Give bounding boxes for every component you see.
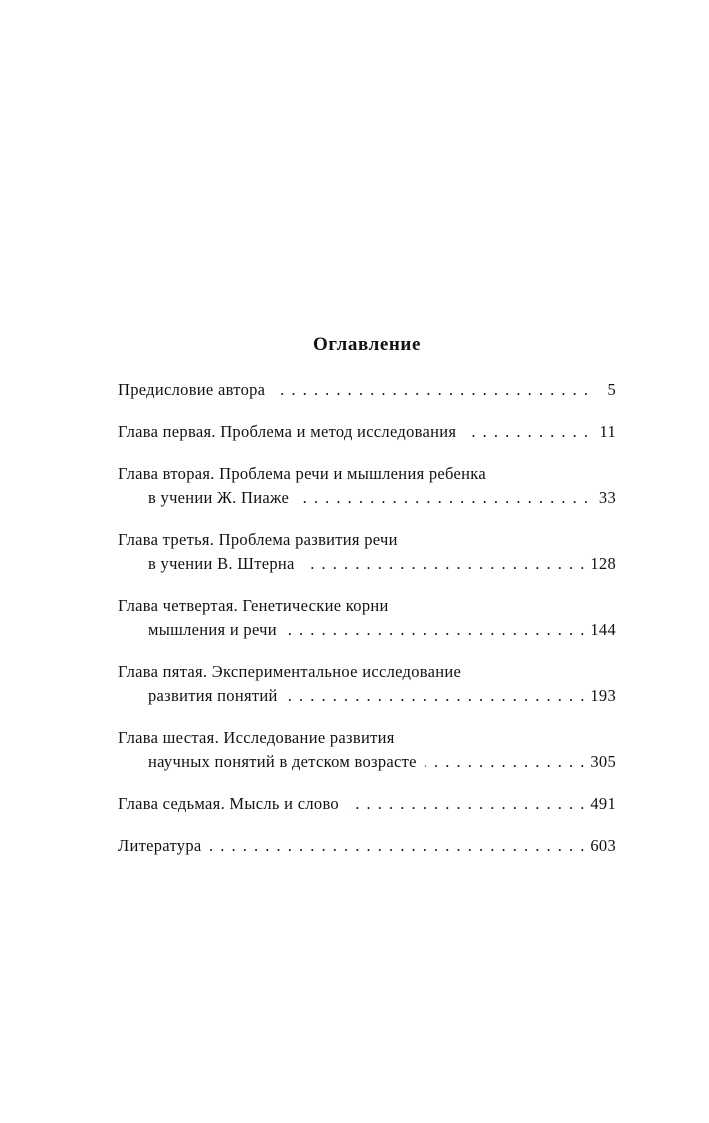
toc-page-number: 5 <box>607 380 616 399</box>
toc-entry-title: Глава четвертая. Генетические корни <box>118 596 389 615</box>
dot-leader <box>210 834 585 858</box>
dot-leader <box>285 618 584 642</box>
toc-entry-title-continued: мышления и речи <box>148 620 277 639</box>
toc-page-number: 11 <box>599 422 616 441</box>
toc-entry-line <box>118 462 616 486</box>
toc-page-number: 144 <box>590 620 616 639</box>
toc-entry-title: Глава первая. Проблема и метод исследования <box>118 422 457 441</box>
toc-entry-chapter-6 <box>118 726 616 774</box>
toc-entry-title: Глава третья. Проблема развития речи <box>118 530 398 549</box>
toc-entry-line-continued <box>118 750 616 774</box>
toc-entry-line-continued <box>118 486 616 510</box>
toc-page-number: 603 <box>590 836 616 855</box>
toc-entry-title-continued: в учении Ж. Пиаже <box>148 488 290 507</box>
toc-entry-line <box>118 378 616 402</box>
toc-entry-title: Глава седьмая. Мысль и слово <box>118 794 339 813</box>
toc-entry-chapter-4 <box>118 594 616 642</box>
dot-leader <box>347 792 584 816</box>
toc-entry-title: Предисловие автора <box>118 380 266 399</box>
dot-leader <box>464 420 588 444</box>
toc-page-number: 193 <box>590 686 616 705</box>
toc-entry-line <box>118 834 616 858</box>
toc-entry-line <box>118 660 616 684</box>
dot-leader <box>303 552 585 576</box>
dot-leader <box>273 378 588 402</box>
dot-leader <box>425 750 585 774</box>
toc-entry-chapter-2 <box>118 462 616 510</box>
toc-entry-line <box>118 420 616 444</box>
toc-entry-line <box>118 792 616 816</box>
toc-entry-line <box>118 528 616 552</box>
dot-leader <box>297 486 588 510</box>
toc-entry-line-continued <box>118 618 616 642</box>
toc-entry-title-continued: развития понятий <box>148 686 278 705</box>
toc-page-number: 33 <box>598 488 616 507</box>
toc-entry-line-continued <box>118 684 616 708</box>
toc-entry-preface <box>118 378 616 402</box>
toc-entry-line <box>118 594 616 618</box>
toc-entry-line-continued <box>118 552 616 576</box>
toc-title: Оглавление <box>312 334 422 355</box>
toc-entry-bibliography <box>118 834 616 858</box>
toc-entry-chapter-5 <box>118 660 616 708</box>
toc-entry-line <box>118 726 616 750</box>
table-of-contents <box>118 332 616 858</box>
dot-leader <box>286 684 585 708</box>
toc-page-number: 128 <box>590 554 616 573</box>
toc-page-number: 305 <box>590 752 616 771</box>
toc-entry-title: Глава шестая. Исследование развития <box>118 728 395 747</box>
toc-entry-chapter-1 <box>118 420 616 444</box>
toc-entry-title: Литература <box>118 836 202 855</box>
toc-entry-title-continued: в учении В. Штерна <box>148 554 295 573</box>
toc-entry-chapter-7 <box>118 792 616 816</box>
toc-entry-title: Глава пятая. Экспериментальное исследование <box>118 662 462 681</box>
toc-entry-chapter-3 <box>118 528 616 576</box>
toc-entry-title-continued: научных понятий в детском возрасте <box>148 752 417 771</box>
toc-list <box>118 378 616 858</box>
toc-page-number: 491 <box>590 794 616 813</box>
toc-entry-title: Глава вторая. Проблема речи и мышления ребенка <box>118 464 486 483</box>
